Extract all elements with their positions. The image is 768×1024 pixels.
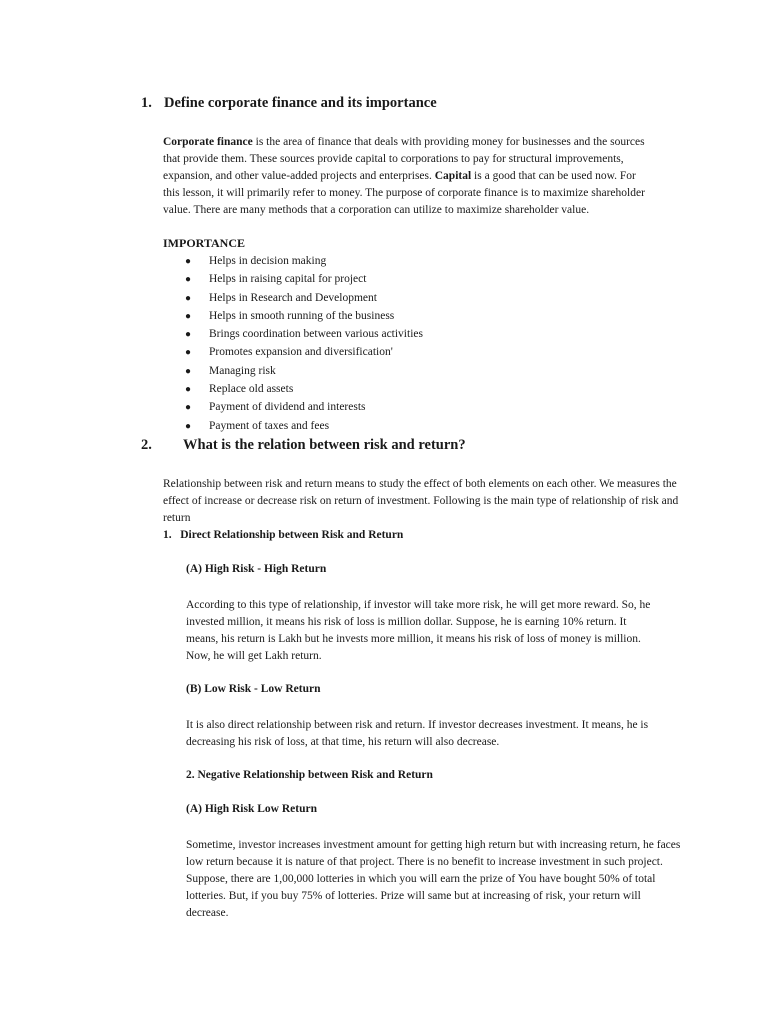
question-1-number: 1. bbox=[141, 95, 152, 111]
risk-return-intro: Relationship between risk and return means to study the effect of both elements on each other. We measures the effect of increase or decrease risk on return of investment. Following is the main type of relationship of risk and return bbox=[163, 478, 679, 524]
section-1a-heading: (A) High Risk - High Return bbox=[186, 563, 327, 575]
bullet-icon: ● bbox=[185, 274, 192, 286]
term-corporate-finance: Corporate finance bbox=[163, 136, 253, 148]
importance-item bbox=[163, 308, 483, 326]
importance-list bbox=[163, 253, 483, 436]
bullet-icon: ● bbox=[185, 256, 192, 267]
section-2-heading: 2. Negative Relationship between Risk and Return bbox=[186, 769, 433, 781]
question-2-title: What is the relation between risk and return? bbox=[183, 437, 466, 453]
bullet-icon: ● bbox=[185, 365, 192, 377]
importance-label: IMPORTANCE bbox=[163, 236, 246, 250]
importance-item bbox=[163, 326, 483, 344]
definition-text-2: is a good that can be used now. For this lesson, it will primarily refer to money. The purpose of corporate finance is to maximize shareholder value. There are many methods that a corporation can utilize to maximize shareholder value. bbox=[163, 170, 645, 216]
bullet-icon: ● bbox=[185, 310, 192, 322]
importance-item-text: Managing risk bbox=[209, 364, 276, 377]
importance-item bbox=[163, 344, 483, 362]
importance-item-text: Payment of dividend and interests bbox=[209, 401, 366, 414]
importance-item bbox=[163, 399, 483, 417]
term-capital: Capital bbox=[434, 170, 472, 182]
importance-item bbox=[163, 253, 483, 271]
importance-item-text: Promotes expansion and diversification' bbox=[209, 346, 393, 359]
bullet-icon: ● bbox=[185, 347, 192, 359]
bullet-icon: ● bbox=[185, 420, 192, 432]
bullet-icon: ● bbox=[185, 329, 192, 341]
section-1b-text: It is also direct relationship between risk and return. If investor decreases investment. It means, he is decreasing his risk of loss, at that time, his return will also decrease. bbox=[186, 719, 649, 748]
bullet-icon: ● bbox=[185, 402, 192, 414]
definition-text-1: is the area of finance that deals with providing money for businesses and the sources that provide them. These sources provide capital to corporations to pay for structural improvements, expansion, and other value-added projects and enterprises. bbox=[163, 136, 645, 182]
question-2-heading bbox=[141, 437, 541, 457]
importance-item bbox=[163, 418, 483, 436]
question-1-heading bbox=[141, 95, 541, 115]
section-1a-text: According to this type of relationship, if investor will take more risk, he will get more reward. So, he invested million, it means his risk of loss is million dollar. Suppose, he is earning 10% return. It means, his return is Lakh but he invests more million, it means his risk of loss of money is million. Now, he will get Lakh return. bbox=[186, 599, 651, 662]
bullet-icon: ● bbox=[185, 384, 192, 396]
section-1b-heading: (B) Low Risk - Low Return bbox=[186, 683, 321, 695]
importance-item-text: Brings coordination between various activities bbox=[209, 328, 423, 341]
section-1-heading: 1. Direct Relationship between Risk and Return bbox=[163, 529, 404, 541]
importance-item bbox=[163, 381, 483, 399]
corporate-finance-definition bbox=[163, 134, 653, 219]
importance-item-text: Helps in decision making bbox=[209, 255, 327, 267]
importance-item bbox=[163, 271, 483, 289]
importance-item-text: Helps in smooth running of the business bbox=[209, 309, 395, 322]
importance-item bbox=[163, 290, 483, 308]
importance-item-text: Helps in raising capital for project bbox=[209, 273, 367, 286]
importance-item-text: Payment of taxes and fees bbox=[209, 419, 330, 432]
question-1-title: Define corporate finance and its importance bbox=[164, 95, 437, 111]
importance-item-text: Replace old assets bbox=[209, 383, 294, 396]
importance-item bbox=[163, 363, 483, 381]
question-2-number: 2. bbox=[141, 437, 152, 453]
bullet-icon: ● bbox=[185, 292, 192, 304]
section-2a-heading: (A) High Risk Low Return bbox=[186, 803, 317, 815]
section-2a-text: Sometime, investor increases investment amount for getting high return but with increasing return, he faces low return because it is nature of that project. There is no benefit to increase investment in such project. Suppose, there are 1,00,000 lotteries in which you will earn the prize of You have bought 50% of total lotteries. But, if you buy 75% of lotteries. Prize will same but at increasing of risk, your return will decrease. bbox=[186, 839, 681, 919]
importance-item-text: Helps in Research and Development bbox=[209, 291, 377, 304]
